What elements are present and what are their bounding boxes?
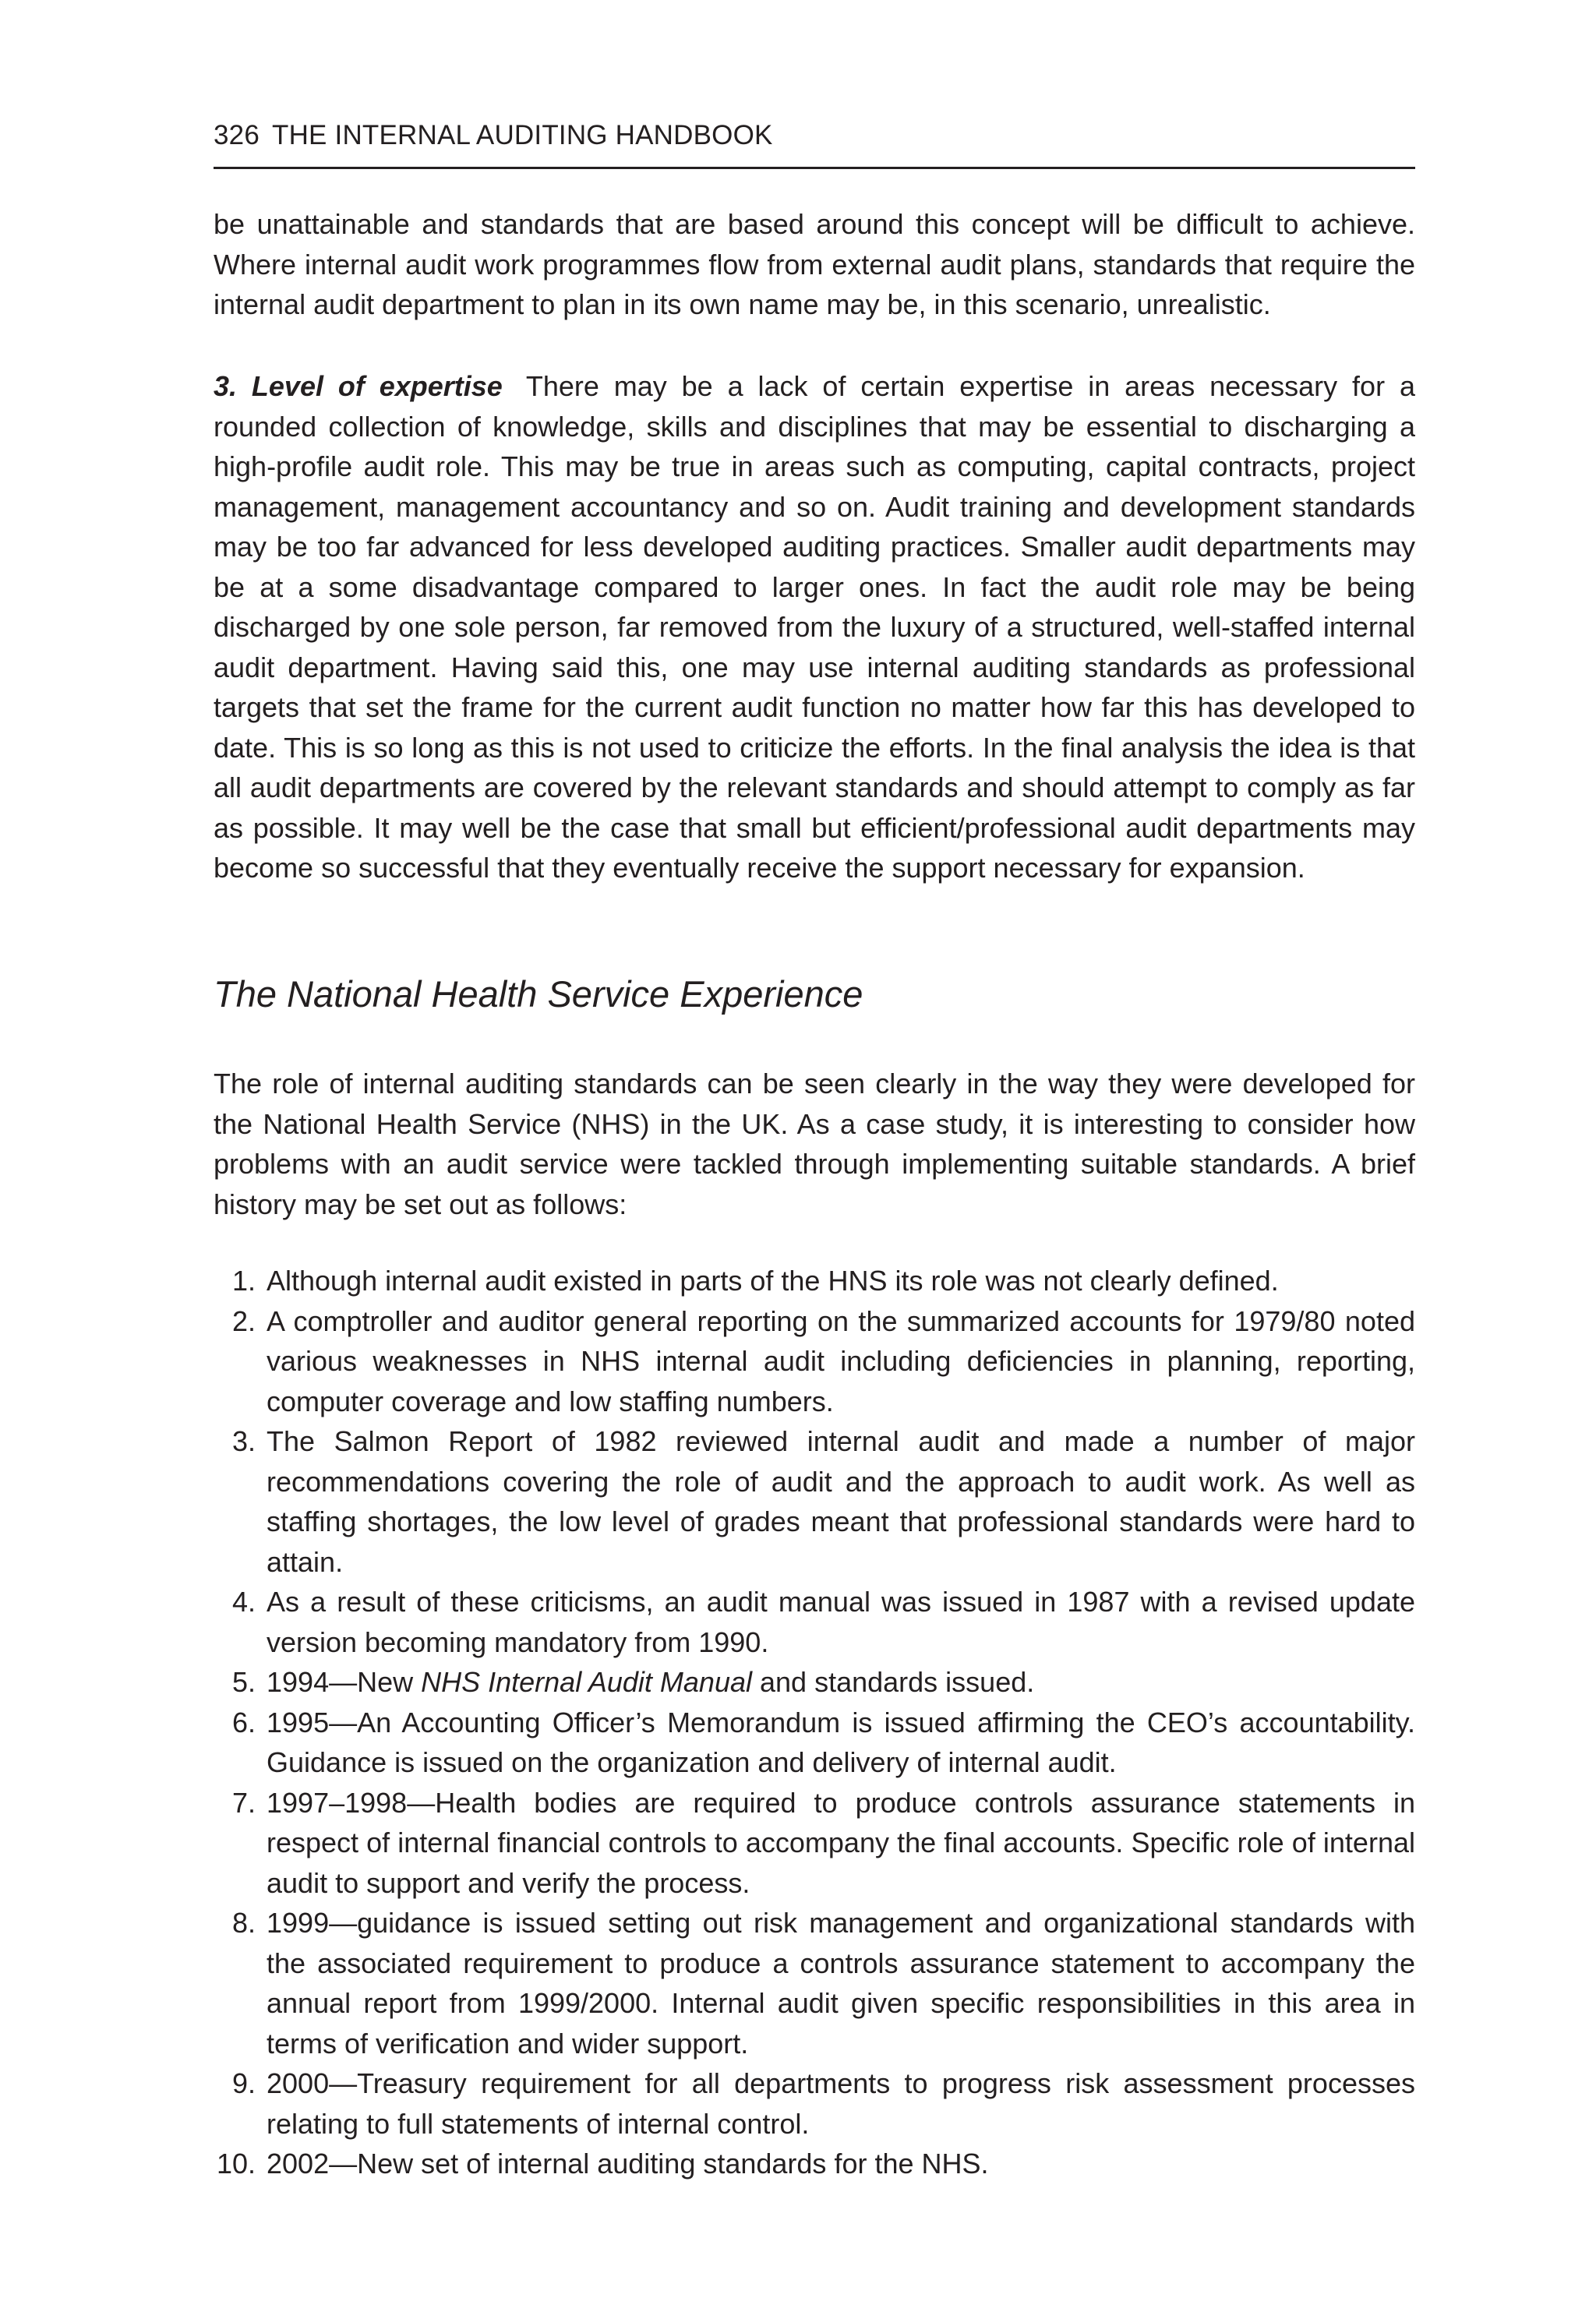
list-item (214, 1662, 1415, 1703)
list-item (214, 1261, 1415, 1301)
list-item-text: Although internal audit existed in parts of the HNS its role was not clearly defined. (267, 1265, 1279, 1297)
list-item-number: 7 . (214, 1783, 256, 1823)
list-item-text: The Salmon Report of 1982 reviewed internal audit and made a number of major recommendations covering the role of audit and the approach to audit work. As well as staffing shortages, the low level of grades meant that professional standards were hard to attain. (267, 1425, 1415, 1578)
running-header (214, 118, 1415, 153)
list-item-number: 10 . (214, 2144, 256, 2184)
list-item (214, 1783, 1415, 1904)
list-item (214, 1903, 1415, 2063)
list-item-number: 4 . (214, 1582, 256, 1622)
manual-title: NHS Internal Audit Manual (421, 1666, 752, 1698)
list-item-number: 2 . (214, 1301, 256, 1342)
list-item (214, 1582, 1415, 1662)
list-item (214, 2063, 1415, 2144)
paragraph-level-of-expertise (214, 366, 1415, 888)
history-list (214, 1261, 1415, 2184)
list-item-text (267, 1662, 1415, 1703)
list-item-number: 5 . (214, 1662, 256, 1703)
list-item-text-start: 1994—New (267, 1666, 422, 1698)
section-intro: The role of internal auditing standards can be seen clearly in the way they were developed for the National Health Service (NHS) in the UK. As a case study, it is interesting to consider how problems with an audit service were tackled through implementing suitable standards. A brief history may be set out as follows: (214, 1068, 1415, 1220)
page-number: 326 (214, 120, 260, 150)
list-item-text: 2000—Treasury requirement for all departments to progress risk assessment processes relating to full statements of internal control. (267, 2067, 1415, 2140)
list-item-text: 1997–1998—Health bodies are required to produce controls assurance statements in respect of internal financial controls to accompany the final accounts. Specific role of internal audit to support and verify the process. (267, 1786, 1415, 1899)
section-title: The National Health Service Experience (214, 973, 863, 1015)
list-item (214, 2144, 1415, 2184)
list-item-text: A comptroller and auditor general reporting on the summarized accounts for 1979/80 noted various weaknesses in NHS internal audit including deficiencies in planning, reporting, computer coverage and low staffing numbers. (267, 1304, 1415, 1417)
list-item (214, 1421, 1415, 1582)
list-item-text-end: and standards issued. (752, 1666, 1035, 1698)
list-item (214, 1703, 1415, 1783)
header-rule (214, 167, 1415, 169)
running-title: THE INTERNAL AUDITING HANDBOOK (272, 120, 773, 150)
list-item-text: 1995—An Accounting Officer’s Memorandum is issued affirming the CEO’s accountability. Guidance is issued on the organization and delivery of internal audit. (267, 1706, 1415, 1778)
list-item (214, 1301, 1415, 1422)
paragraph-body: There may be a lack of certain expertise in areas necessary for a rounded collection of knowledge, skills and disciplines that may be essential to discharging a high-profile audit role. This may be true in areas such as computing, capital contracts, project management, management accountancy and so on. Audit training and development standards may be too far advanced for less developed auditing practices. Smaller audit departments may be at a some disadvantage compared to larger ones. In fact the audit role may be being discharged by one sole person, far removed from the luxury of a structured, well-staffed internal audit department. Having said this, one may use internal auditing standards as professional targets that set the frame for the current audit function no matter how far this has developed to date. This is so long as this is not used to criticize the efforts. In the final analysis the idea is that all audit departments are covered by the relevant standards and should attempt to comply as far as possible. It may well be the case that small but efficient/professional audit departments may become so successful that they eventually receive the support necessary for expansion. (214, 370, 1415, 884)
paragraph-continuation: be unattainable and standards that are based around this concept will be difficult to achieve. Where internal audit work programmes flow from external audit plans, standards that require the internal audit department to plan in its own name may be, in this scenario, unrealistic. (214, 208, 1415, 320)
list-item-number: 9 . (214, 2063, 256, 2104)
list-item-number: 8 . (214, 1903, 256, 1943)
list-item-text: As a result of these criticisms, an audit manual was issued in 1987 with a revised update version becoming mandatory from 1990. (267, 1586, 1415, 1658)
list-item-number: 1 . (214, 1261, 256, 1301)
paragraph-subheading: 3. Level of expertise (214, 370, 503, 402)
list-item-number: 3 . (214, 1421, 256, 1462)
list-item-text: 2002—New set of internal auditing standards for the NHS. (267, 2148, 989, 2180)
list-item-number: 6 . (214, 1703, 256, 1743)
list-item-text: 1999—guidance is issued setting out risk management and organizational standards with the associated requirement to produce a controls assurance statement to accompany the annual report from 1999/2000. Internal audit given specific responsibilities in this area in terms of verification and wider support. (267, 1907, 1415, 2060)
